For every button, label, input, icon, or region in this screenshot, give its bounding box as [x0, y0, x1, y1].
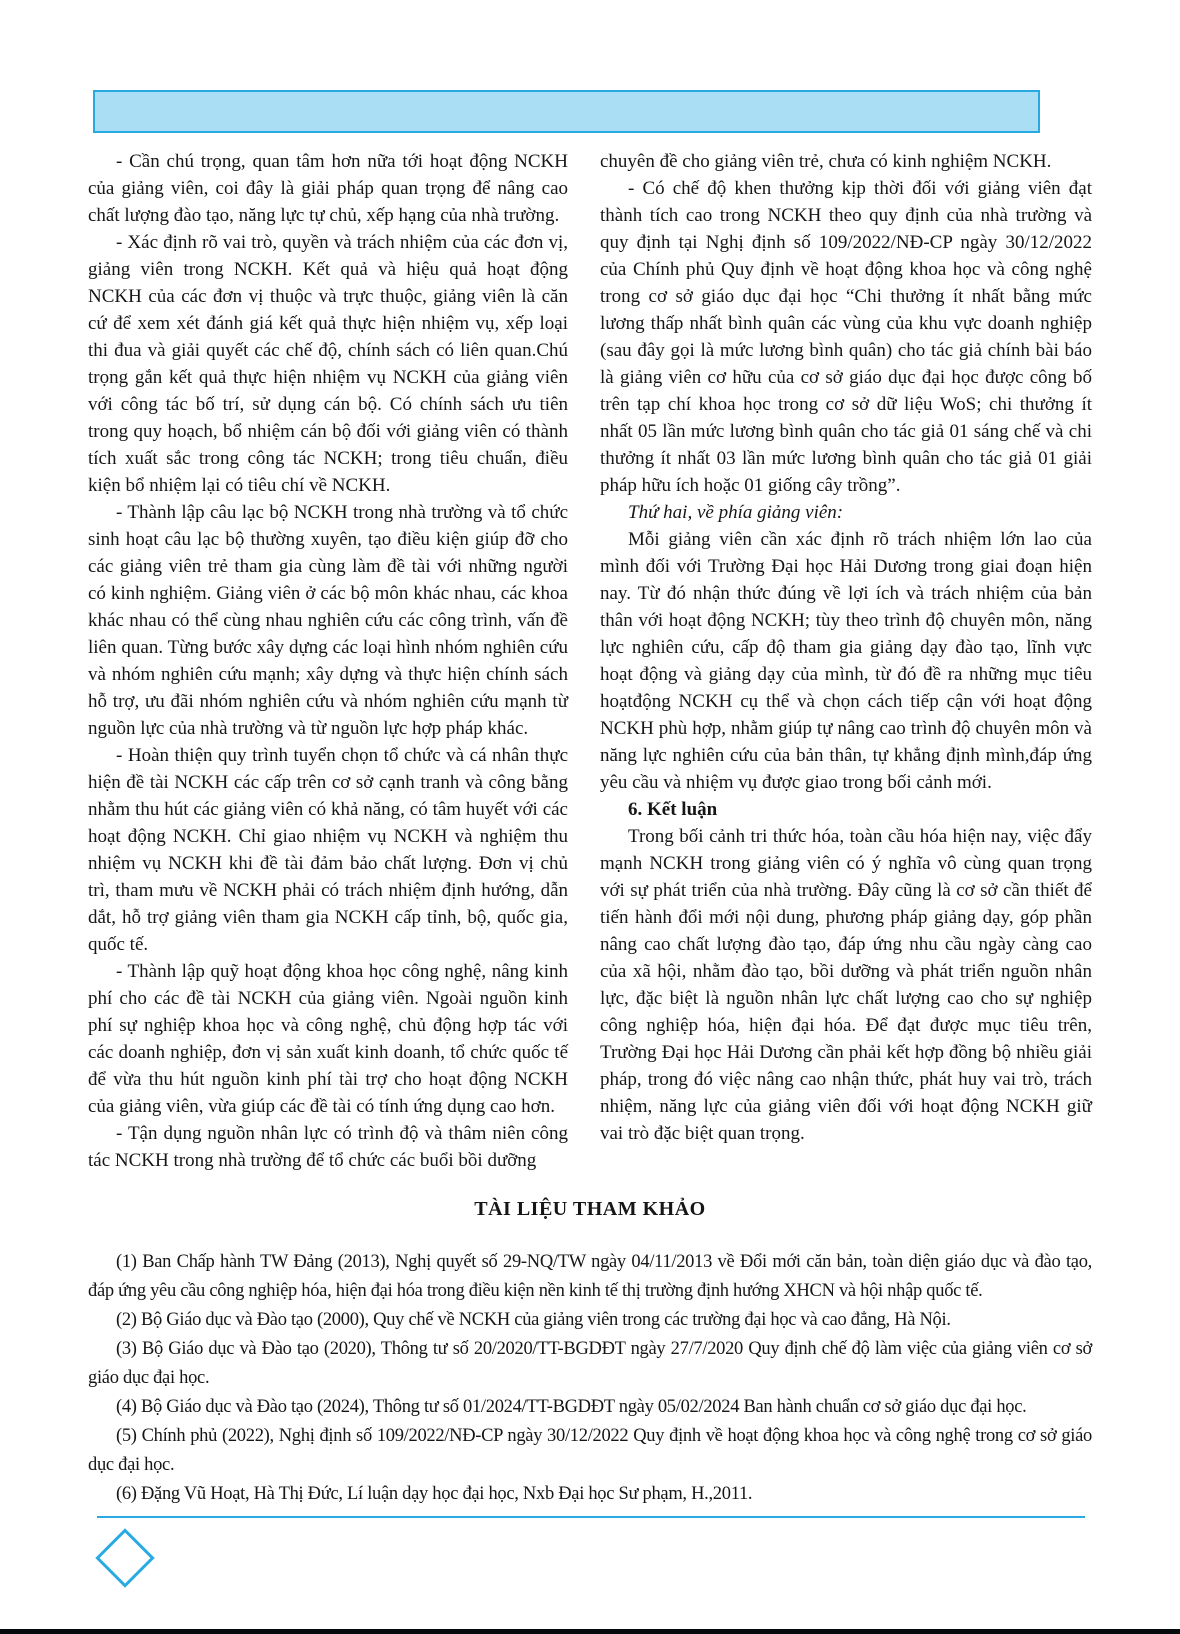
body-paragraph: Trong bối cảnh tri thức hóa, toàn cầu hóa hiện nay, việc đẩy mạnh NCKH trong giảng viên có ý nghĩa vô cùng quan trọng với sự phát triển của nhà trường. Đây cũng là cơ sở cần thiết để tiến hành đổi mới nội dung, phương pháp giảng dạy, góp phần nâng cao chất lượng đào tạo, đáp ứng nhu cầu ngày càng cao của xã hội, nhằm đào tạo, bồi dưỡng và phát triển nguồn nhân lực, đặc biệt là nguồn nhân lực chất lượng cao cho sự nghiệp công nghiệp hóa, hiện đại hóa. Để đạt được mục tiêu trên, Trường Đại học Hải Dương cần phải kết hợp đồng bộ nhiều giải pháp, trong đó việc nâng cao nhận thức, phát huy vai trò, trách nhiệm, năng lực của giảng viên đối với hoạt động NCKH giữ vai trò đặc biệt quan trọng. — [600, 826, 1092, 1144]
body-paragraph: - Có chế độ khen thưởng kịp thời đối với giảng viên đạt thành tích cao trong NCKH theo quy định của nhà trường và quy định tại Nghị định số 109/2022/NĐ-CP ngày 30/12/2022 của Chính phủ Quy định về hoạt động khoa học và công nghệ trong cơ sở giáo dục đại học “Chi thưởng ít nhất bằng mức lương thấp nhất bình quân các vùng của khu vực doanh nghiệp (sau đây gọi là mức lương bình quân) cho tác giả chính bài báo là giảng viên cơ hữu của cơ sở giáo dục đại học được công bố trên tạp chí khoa học trong cơ sở dữ liệu WoS; chi thưởng ít nhất 05 lần mức lương bình quân cho tác giả 01 sáng chế và chi thưởng ít nhất 03 lần mức lương bình quân cho tác giả 01 giải pháp hữu ích hoặc 01 giống cây trồng”. — [600, 178, 1092, 496]
diamond-logo-icon — [95, 1528, 154, 1587]
body-paragraph: chuyên đề cho giảng viên trẻ, chưa có kinh nghiệm NCKH. — [600, 151, 1052, 172]
footer-divider-line — [97, 1516, 1085, 1518]
references-list — [88, 1248, 1092, 1509]
body-paragraph: - Tận dụng nguồn nhân lực có trình độ và thâm niên công tác NCKH trong nhà trường để tổ chức các buổi bồi dưỡng — [88, 1123, 568, 1171]
text-column-right — [600, 148, 1092, 1147]
page-bottom-bar — [0, 1629, 1180, 1634]
reference-item: (2) Bộ Giáo dục và Đào tạo (2000), Quy chế về NCKH của giảng viên trong các trường đại học và cao đẳng, Hà Nội. — [116, 1310, 951, 1330]
body-paragraph: - Hoàn thiện quy trình tuyển chọn tổ chức và cá nhân thực hiện đề tài NCKH các cấp trên cơ sở cạnh tranh và công bằng nhằm thu hút các giảng viên có khả năng, có tâm huyết với các hoạt động NCKH. Chỉ giao nhiệm vụ NCKH và nghiệm thu nhiệm vụ NCKH khi đề tài đảm bảo chất lượng. Đơn vị chủ trì, tham mưu về NCKH phải có trách nhiệm định hướng, dẫn dắt, hỗ trợ giảng viên tham gia NCKH cấp tỉnh, bộ, quốc gia, quốc tế. — [88, 745, 568, 955]
body-paragraph: 6. Kết luận — [628, 799, 718, 820]
body-paragraph: - Cần chú trọng, quan tâm hơn nữa tới hoạt động NCKH của giảng viên, coi đây là giải pháp quan trọng để nâng cao chất lượng đào tạo, năng lực tự chủ, xếp hạng của nhà trường. — [88, 151, 568, 226]
body-paragraph: Thứ hai, về phía giảng viên: — [628, 502, 844, 523]
body-paragraph: - Thành lập câu lạc bộ NCKH trong nhà trường và tổ chức sinh hoạt câu lạc bộ thường xuyên, tạo điều kiện giúp đỡ cho các giảng viên trẻ tham gia cùng làm đề tài với những người có kinh nghiệm. Giảng viên ở các bộ môn khác nhau, các khoa khác nhau có thể cùng nhau nghiên cứu các công trình, vấn đề liên quan. Từng bước xây dựng các loại hình nhóm nghiên cứu và nhóm nghiên cứu mạnh; xây dựng và thực hiện chính sách hỗ trợ, ưu đãi nhóm nghiên cứu và nhóm nghiên cứu mạnh từ nguồn lực của nhà trường và từ nguồn lực hợp pháp khác. — [88, 502, 568, 739]
reference-item: (4) Bộ Giáo dục và Đào tạo (2024), Thông tư số 01/2024/TT-BGDĐT ngày 05/02/2024 Ban hành chuẩn cơ sở giáo dục đại học. — [116, 1397, 1027, 1417]
header-band — [93, 90, 1040, 133]
body-paragraph: Mỗi giảng viên cần xác định rõ trách nhiệm lớn lao của mình đối với Trường Đại học Hải Dương trong giai đoạn hiện nay. Từ đó nhận thức đúng về lợi ích và trách nhiệm của bản thân với hoạt động NCKH; tùy theo trình độ chuyên môn, năng lực nghiên cứu, cấp độ tham gia giảng dạy đào tạo, lĩnh vực hoạt động và giảng dạy của mình, từ đó đề ra những mục tiêu hoạtđộng NCKH cụ thể và chọn cách tiếp cận với hoạt động NCKH phù hợp, nhằm giúp tự nâng cao trình độ chuyên môn và năng lực nghiên cứu của bản thân, tự khẳng định mình,đáp ứng yêu cầu và nhiệm vụ được giao trong bối cảnh mới. — [600, 529, 1092, 793]
body-paragraph: - Thành lập quỹ hoạt động khoa học công nghệ, nâng kinh phí cho các đề tài NCKH của giảng viên. Ngoài nguồn kinh phí sự nghiệp khoa học và công nghệ, chủ động hợp tác với các doanh nghiệp, đơn vị sản xuất kinh doanh, tổ chức quốc tế để vừa thu hút nguồn kinh phí tài trợ cho hoạt động NCKH của giảng viên, vừa giúp các đề tài có tính ứng dụng cao hơn. — [88, 961, 568, 1117]
reference-item: (5) Chính phủ (2022), Nghị định số 109/2022/NĐ-CP ngày 30/12/2022 Quy định về hoạt động khoa học và công nghệ trong cơ sở giáo dục đại học. — [88, 1426, 1092, 1475]
reference-item: (6) Đặng Vũ Hoạt, Hà Thị Đức, Lí luận dạy học đại học, Nxb Đại học Sư phạm, H.,2011. — [116, 1484, 753, 1504]
reference-item: (3) Bộ Giáo dục và Đào tạo (2020), Thông tư số 20/2020/TT-BGDĐT ngày 27/7/2020 Quy định chế độ làm việc của giảng viên cơ sở giáo dục đại học. — [88, 1339, 1092, 1388]
body-paragraph: - Xác định rõ vai trò, quyền và trách nhiệm của các đơn vị, giảng viên trong NCKH. Kết quả và hiệu quả hoạt động NCKH của các đơn vị thuộc và trực thuộc, giảng viên là căn cứ để xem xét đánh giá kết quả thực hiện nhiệm vụ, xếp loại thi đua và giải quyết các chế độ, chính sách có liên quan.Chú trọng gắn kết quả thực hiện nhiệm vụ NCKH của giảng viên với công tác bố trí, sử dụng cán bộ. Có chính sách ưu tiên trong quy hoạch, bổ nhiệm cán bộ đối với giảng viên có thành tích xuất sắc trong công tác NCKH; trong tiêu chuẩn, điều kiện bổ nhiệm lại có tiêu chí về NCKH. — [88, 232, 568, 496]
text-column-left — [88, 148, 568, 1174]
reference-item: (1) Ban Chấp hành TW Đảng (2013), Nghị quyết số 29-NQ/TW ngày 04/11/2013 về Đổi mới căn bản, toàn diện giáo dục và đào tạo, đáp ứng yêu cầu công nghiệp hóa, hiện đại hóa trong điều kiện nền kinh tế thị trường định hướng XHCN và hội nhập quốc tế. — [88, 1252, 1092, 1301]
references-heading: TÀI LIỆU THAM KHẢO — [474, 1198, 706, 1220]
